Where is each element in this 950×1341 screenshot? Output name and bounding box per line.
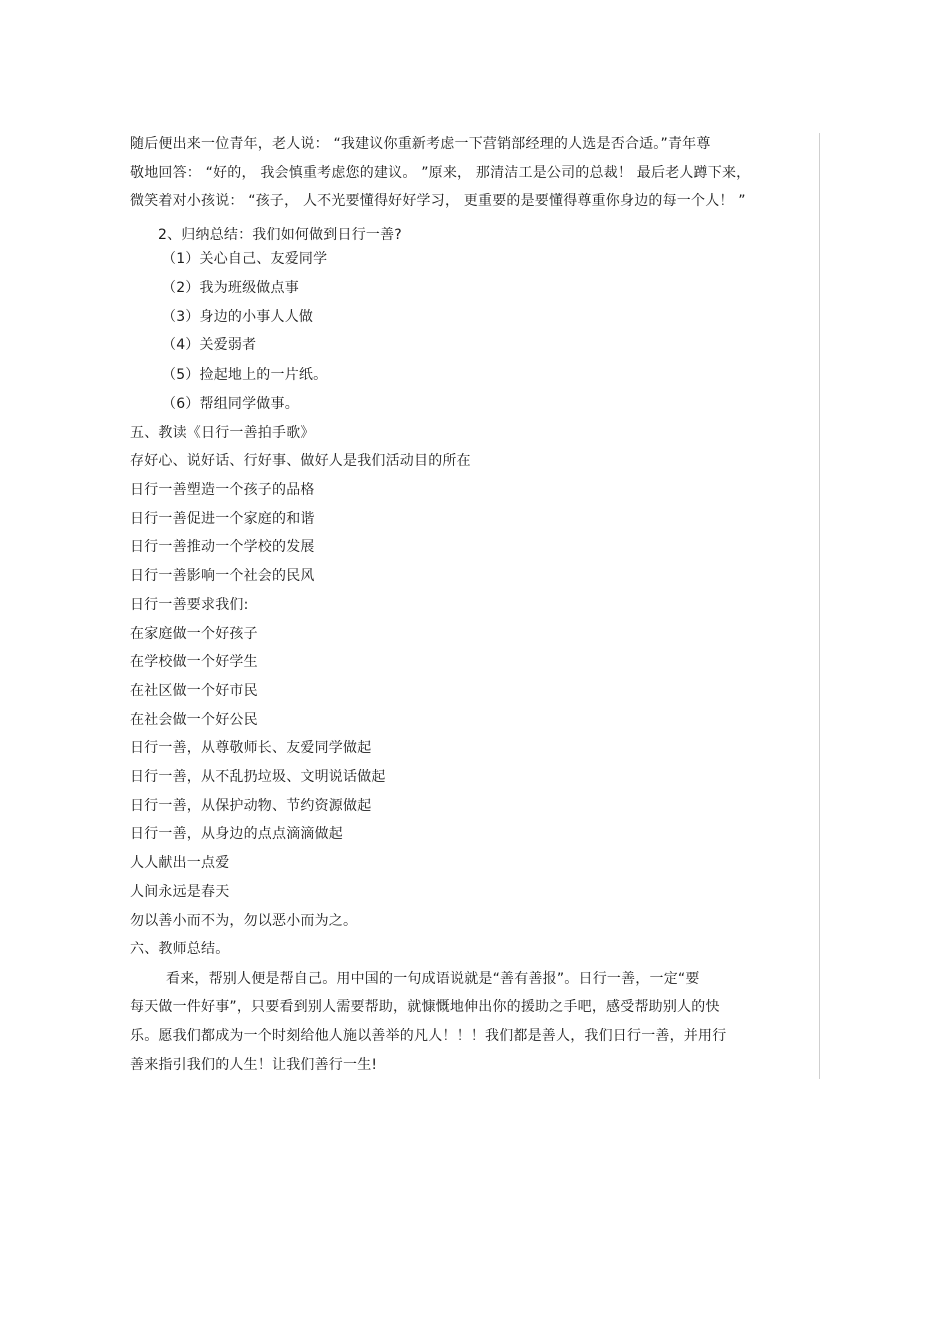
chant-line: 日行一善，从不乱扔垃圾、文明说话做起 <box>130 769 386 785</box>
chant-line: 在家庭做一个好孩子 <box>130 626 258 642</box>
summary-item: （1）关心自己、友爱同学 <box>162 251 328 267</box>
summary-item: （4）关爱弱者 <box>162 337 257 353</box>
section5-heading: 五、教读《日行一善拍手歌》 <box>130 425 315 441</box>
chant-line: 人人献出一点爱 <box>130 855 230 871</box>
summary-item: （3）身边的小事人人做 <box>162 309 314 325</box>
summary-item: （6）帮组同学做事。 <box>162 396 299 412</box>
chant-line: 日行一善影响一个社会的民风 <box>130 568 315 584</box>
margin-rule <box>819 133 820 1079</box>
conclusion-line-4: 善来指引我们的人生！让我们善行一生! <box>130 1057 378 1073</box>
story-line-2: 敬地回答： “好的， 我会慎重考虑您的建议。 ”原来， 那清洁工是公司的总裁！ 最后老人蹲下来， <box>130 165 751 181</box>
chant-line: 日行一善，从尊敬师长、友爱同学做起 <box>130 740 372 756</box>
summary-item: （2）我为班级做点事 <box>162 280 299 296</box>
chant-line: 日行一善，从身边的点点滴滴做起 <box>130 826 343 842</box>
story-line-3: 微笑着对小孩说： “孩子， 人不光要懂得好好学习， 更重要的是要懂得尊重你身边的每一个人！ ” <box>130 193 746 209</box>
chant-line: 日行一善推动一个学校的发展 <box>130 539 315 555</box>
summary-heading: 2、归纳总结：我们如何做到日行一善? <box>158 227 402 243</box>
chant-line: 人间永远是春天 <box>130 884 230 900</box>
conclusion-line-2: 每天做一件好事”，只要看到别人需要帮助，就慷慨地伸出你的援助之手吧，感受帮助别人的快 <box>130 999 720 1015</box>
chant-line: 勿以善小而不为，勿以恶小而为之。 <box>130 913 358 929</box>
conclusion-line-3: 乐。愿我们都成为一个时刻给他人施以善举的凡人！！！我们都是善人，我们日行一善，并用行 <box>130 1028 727 1044</box>
story-line-1: 随后便出来一位青年，老人说： “我建议你重新考虑一下营销部经理的人选是否合适。”青年尊 <box>130 136 711 152</box>
chant-line: 在社区做一个好市民 <box>130 683 258 699</box>
section6-heading: 六、教师总结。 <box>130 941 230 957</box>
conclusion-line-1: 看来，帮别人便是帮自己。用中国的一句成语说就是“善有善报”。日行一善，一定“要 <box>166 971 700 987</box>
chant-line: 日行一善，从保护动物、节约资源做起 <box>130 798 372 814</box>
summary-item: （5）捡起地上的一片纸。 <box>162 367 328 383</box>
chant-line: 在学校做一个好学生 <box>130 654 258 670</box>
chant-line: 日行一善促进一个家庭的和谐 <box>130 511 315 527</box>
chant-line: 存好心、说好话、行好事、做好人是我们活动目的所在 <box>130 453 471 469</box>
chant-line: 日行一善塑造一个孩子的品格 <box>130 482 315 498</box>
chant-line: 在社会做一个好公民 <box>130 712 258 728</box>
chant-line: 日行一善要求我们: <box>130 597 249 613</box>
